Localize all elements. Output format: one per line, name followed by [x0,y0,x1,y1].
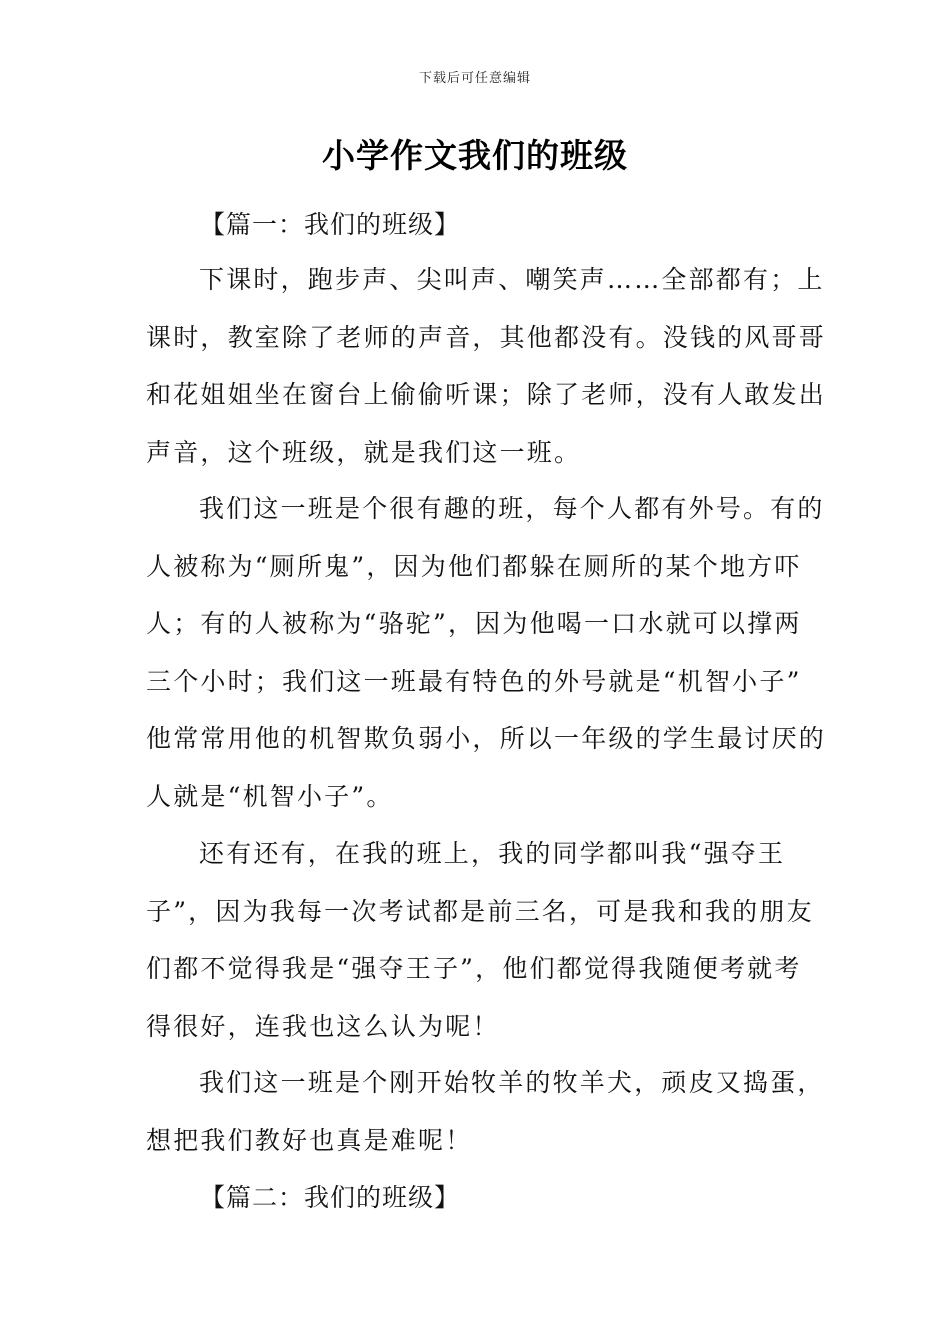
paragraph-1 [146,251,827,481]
paragraph-line: 们都不觉得我是“强夺王子”，他们都觉得我随便考就考 [146,954,802,983]
paragraph-4 [146,1054,825,1169]
paragraph-line: 下课时，跑步声、尖叫声、嘲笑声……全部都有；上 [199,265,825,294]
paragraph-line: 三个小时；我们这一班最有特色的外号就是“机智小子” [146,666,802,696]
paragraph-3 [146,825,814,1055]
paragraph-line: 声音，这个班级，就是我们这一班。 [146,437,582,467]
paragraph-2 [146,480,827,825]
paragraph-line: 人；有的人被称为“骆驼”，因为他喝一口水就可以撑两 [146,609,802,638]
section-heading-2: 【篇二：我们的班级】 [200,1183,461,1212]
paragraph-line: 我们这一班是个刚开始牧羊的牧羊犬，顽皮又捣蛋， [199,1068,825,1097]
paragraph-line: 得很好，连我也这么认为呢！ [146,1011,500,1041]
paragraph-line: 他常常用他的机智欺负弱小，所以一年级的学生最讨厌的 [146,724,827,753]
paragraph-line: 课时，教室除了老师的声音，其他都没有。没钱的风哥哥 [146,322,827,352]
paragraph-line: 人就是“机智小子”。 [146,781,394,811]
section-heading-1: 【篇一：我们的班级】 [200,210,461,239]
paragraph-line: 和花姐姐坐在窗台上偷偷听课；除了老师，没有人敢发出 [146,380,827,409]
paragraph-line: 我们这一班是个很有趣的班，每个人都有外号。有的 [199,494,825,523]
page-title: 小学作文我们的班级 [322,136,628,175]
paragraph-line: 想把我们教好也真是难呢！ [146,1125,473,1155]
paragraph-line: 子”，因为我每一次考试都是前三名，可是我和我的朋友 [146,896,814,926]
paragraph-line: 人被称为“厕所鬼”，因为他们都躲在厕所的某个地方吓 [146,551,802,581]
header-note: 下载后可任意编辑 [418,71,531,86]
paragraph-line: 还有还有，在我的班上，我的同学都叫我“强夺王 [199,839,786,868]
